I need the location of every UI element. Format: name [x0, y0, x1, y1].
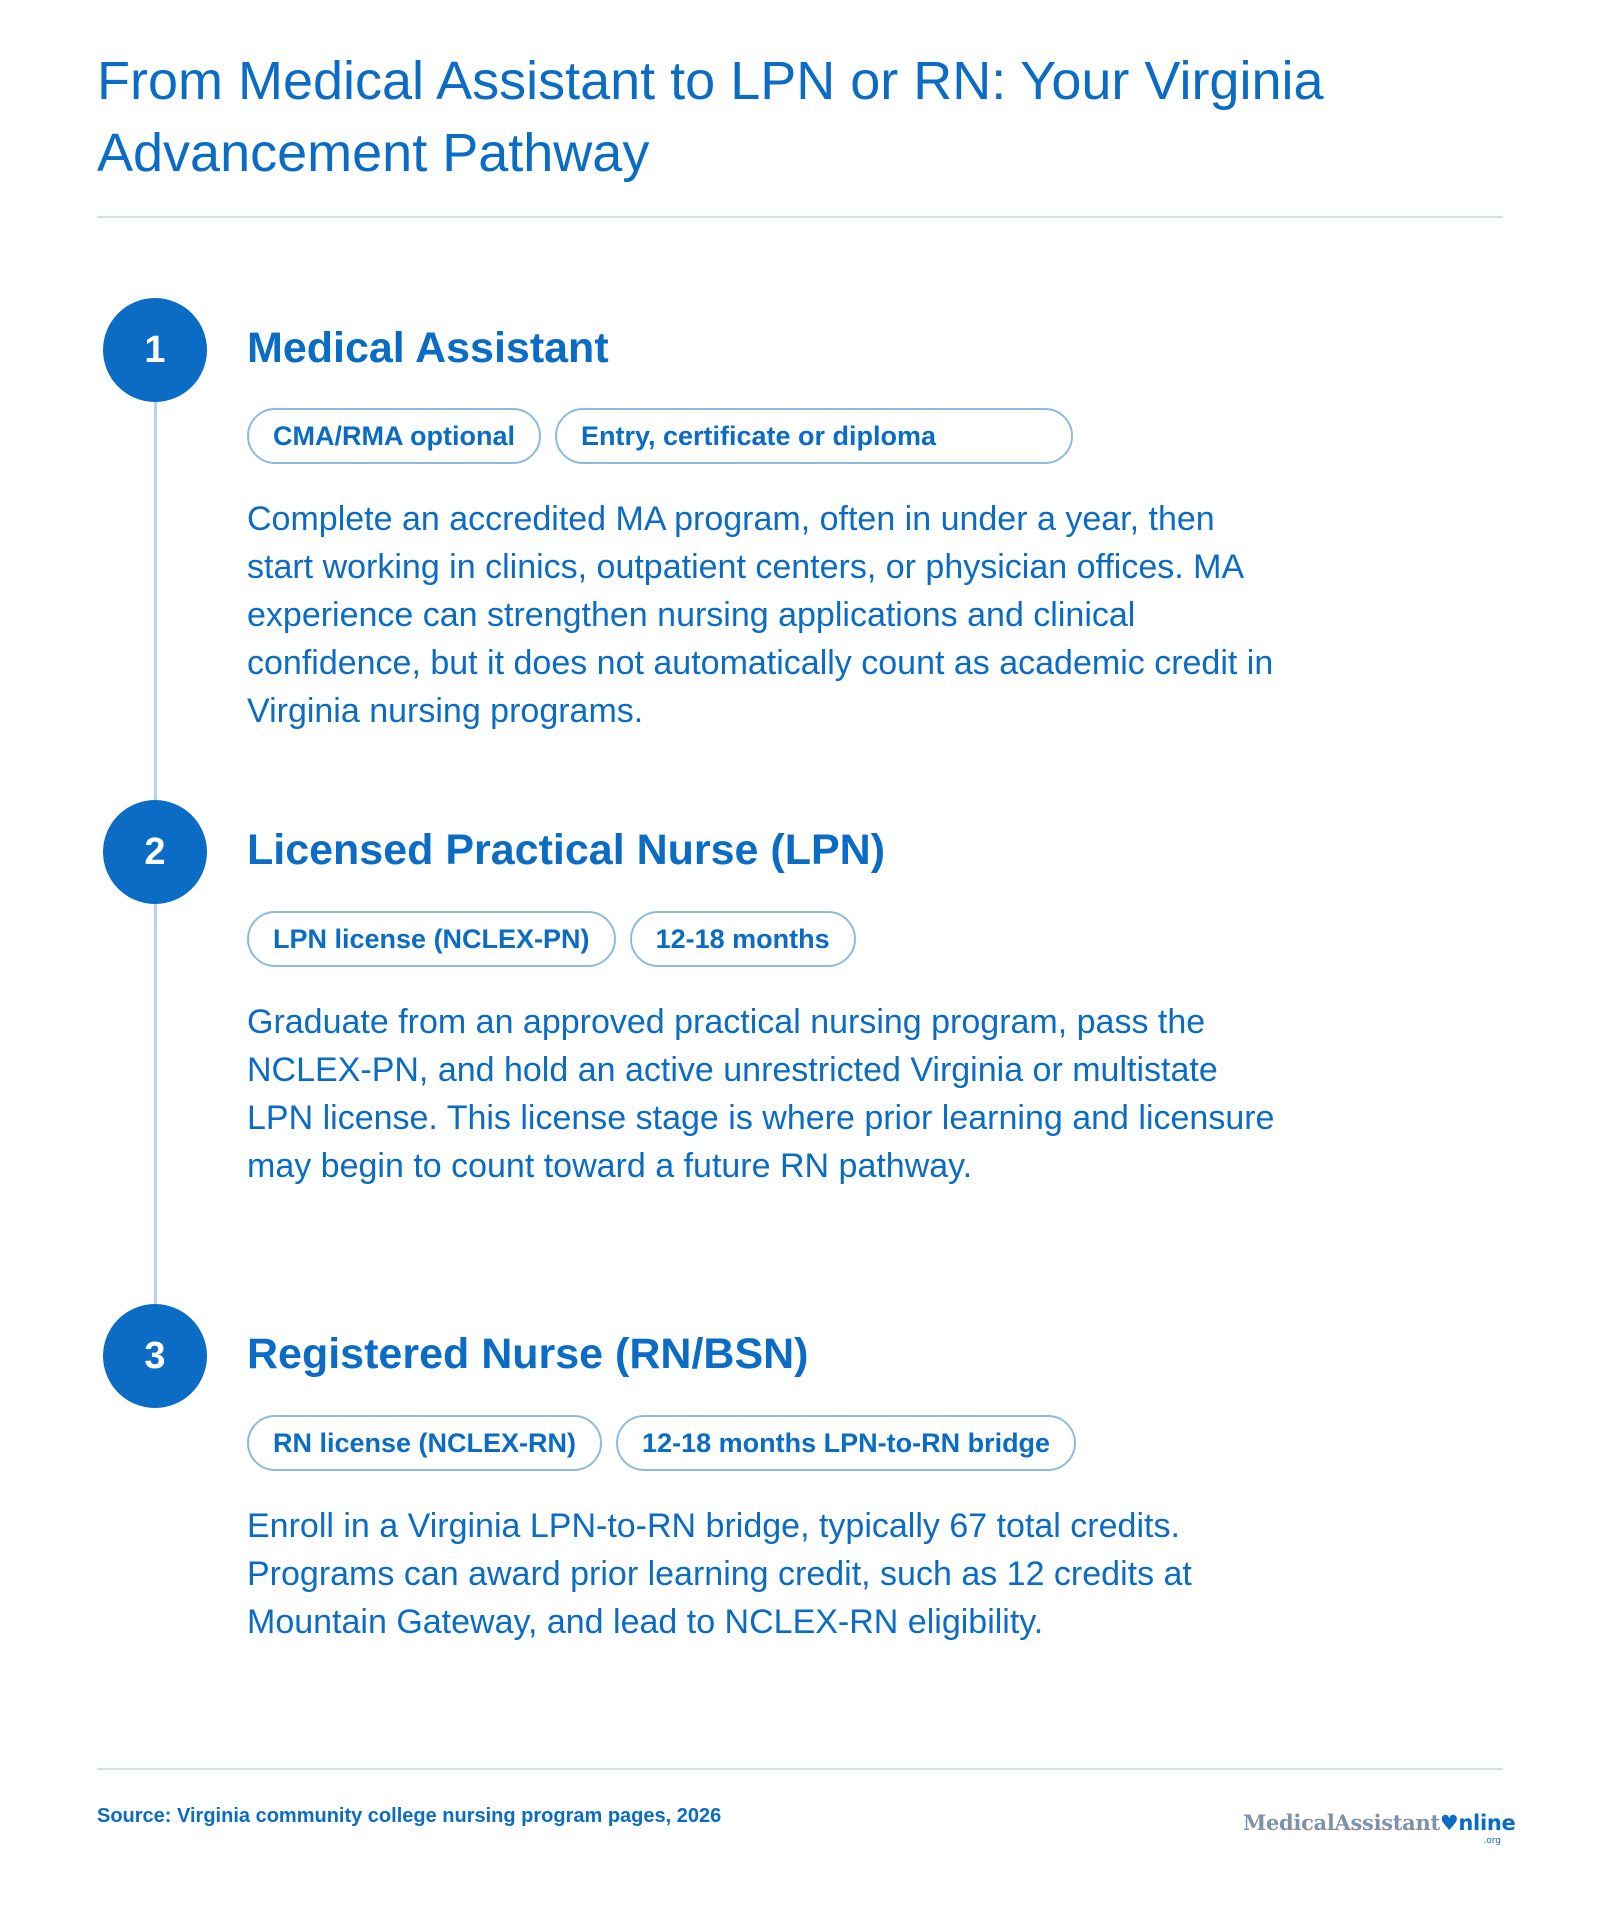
step-3-number-badge: 3 — [103, 1304, 207, 1408]
page-title: From Medical Assistant to LPN or RN: Your Virginia Advancement Pathway — [97, 51, 1324, 183]
logo-wordmark — [1243, 1810, 1515, 1835]
step-3-tag-duration: 12-18 months LPN-to-RN bridge — [616, 1415, 1076, 1471]
step-3-tags — [247, 1415, 1076, 1471]
step-1-tag-duration: Entry, certificate or diploma — [555, 408, 1073, 464]
step-1-number-badge: 1 — [103, 298, 207, 402]
step-2-number-badge: 2 — [103, 800, 207, 904]
step-1-description: Complete an accredited MA program, often in under a year, then start working in clinics, outpatient centers, or physician offices. MA experience can strengthen nursing applications and clinical confidence, but it does not automatically count as academic credit in Virginia nursing programs. — [247, 500, 1274, 730]
step-1-tags — [247, 408, 1073, 464]
site-logo — [1243, 1808, 1516, 1852]
heart-icon: ♥ — [1439, 1810, 1459, 1835]
logo-suffix: .org — [1483, 1836, 1501, 1846]
logo-text-main: MedicalAssistant — [1243, 1810, 1440, 1835]
step-2-description: Graduate from an approved practical nursing program, pass the NCLEX-PN, and hold an active unrestricted Virginia or multistate LPN license. This license stage is where prior learning and licensure may begin to count toward a future RN pathway. — [247, 1003, 1275, 1185]
source-note: Source: Virginia community college nursing program pages, 2026 — [97, 1805, 722, 1827]
step-3-title: Registered Nurse (RN/BSN) — [247, 1330, 809, 1378]
step-2-tag-credential: LPN license (NCLEX-PN) — [247, 911, 616, 967]
step-3-description: Enroll in a Virginia LPN-to-RN bridge, typically 67 total credits. Programs can award prior learning credit, such as 12 credits at Mountain Gateway, and lead to NCLEX-RN eligibility. — [247, 1507, 1192, 1641]
logo-text-online: nline — [1458, 1811, 1516, 1835]
step-2-tags — [247, 911, 856, 967]
step-3-tag-credential: RN license (NCLEX-RN) — [247, 1415, 602, 1471]
step-1-tag-credential: CMA/RMA optional — [247, 408, 541, 464]
step-2-title: Licensed Practical Nurse (LPN) — [247, 826, 886, 874]
header-divider — [97, 216, 1503, 218]
step-2-tag-duration: 12-18 months — [630, 911, 856, 967]
footer-divider — [97, 1768, 1503, 1770]
step-1-title: Medical Assistant — [247, 324, 609, 372]
